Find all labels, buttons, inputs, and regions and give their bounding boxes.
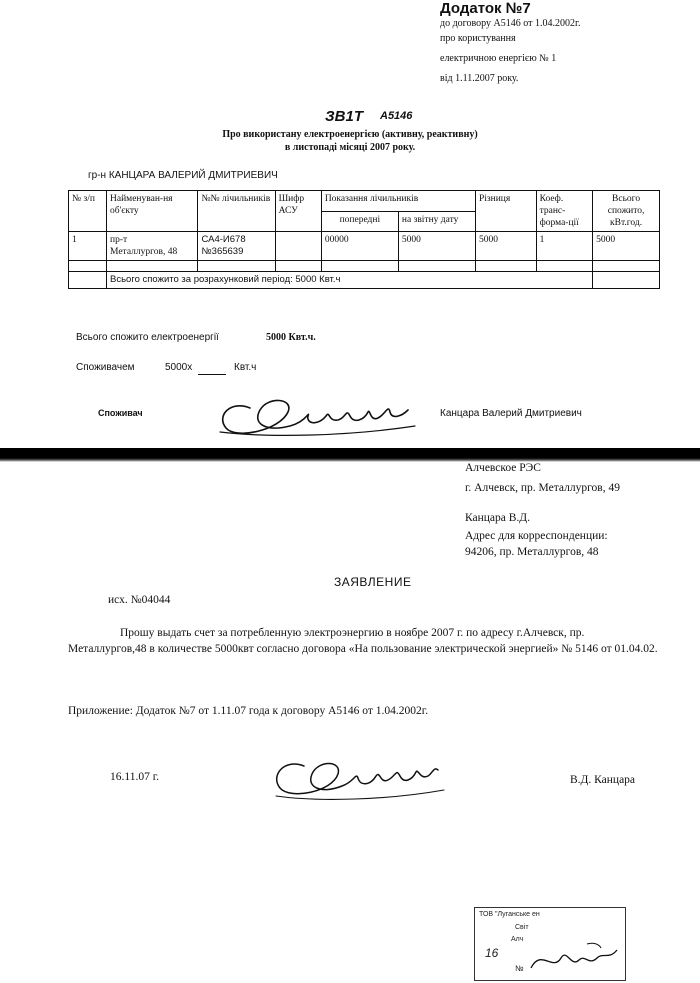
stamp-date-mark: 16 <box>485 946 499 960</box>
col-header-previous: попередні <box>321 211 398 232</box>
appendix-usage-line: про користування <box>440 33 516 44</box>
stamp-line1: ТОВ "Луганське ен <box>479 911 540 918</box>
cell-coef: 1 <box>536 232 593 261</box>
cell-object-line1: пр-т <box>110 235 128 245</box>
col-header-meter: №№ лічильників <box>198 191 275 232</box>
stamp-signature-icon <box>527 938 622 978</box>
consumed-by-unit: Квт.ч <box>234 362 257 373</box>
registration-stamp <box>474 907 626 981</box>
col-header-asu: Шифр АСУ <box>275 191 321 232</box>
col-header-total: Всього спожито, кВт.год. <box>593 191 660 232</box>
recipient-org: Алчевское РЭС <box>465 462 541 474</box>
outgoing-number: исх. №04044 <box>108 594 171 606</box>
cell-no: 1 <box>69 232 107 261</box>
recipient-address: г. Алчевск, пр. Металлургов, 49 <box>465 482 620 494</box>
application-attachment: Приложение: Додаток №7 от 1.11.07 года к договору А5146 от 1.04.2002г. <box>68 705 429 717</box>
table-total-row <box>69 272 660 289</box>
table-empty-row <box>69 261 660 272</box>
applicant-signature-icon <box>268 748 448 808</box>
cell-total: 5000 <box>593 232 660 261</box>
col-header-object: Найменуван-ня об'єкту <box>107 191 198 232</box>
cell-current: 5000 <box>398 232 475 261</box>
sender-address: 94206, пр. Металлургов, 48 <box>465 546 599 558</box>
sender-address-label: Адрес для корреспонденции: <box>465 530 608 542</box>
report-title-line1: Про використану електроенергією (активну, реактивну) <box>222 129 478 140</box>
col-header-current: на звітну дату <box>398 211 475 232</box>
col-header-coef: Коеф. транс-форма-ції <box>536 191 593 232</box>
application-date: 16.11.07 г. <box>110 771 159 783</box>
cell-meter <box>198 232 275 261</box>
stamp-line3: Алч <box>511 936 524 943</box>
consumed-by-value: 5000х <box>165 362 193 373</box>
appendix-energy-line: електричною енергією № 1 <box>440 53 557 64</box>
appendix-title: Додаток №7 <box>440 0 531 17</box>
consumed-blank-line <box>198 362 226 375</box>
report-code: ЗВ1Т <box>325 108 363 125</box>
cell-asu <box>275 232 321 261</box>
consumed-by-label: Споживачем <box>76 362 135 373</box>
cell-object-line2: Металлургов, 48 <box>110 247 178 257</box>
cell-previous: 00000 <box>321 232 398 261</box>
report-title <box>150 128 550 154</box>
cell-meter-line2: №365639 <box>201 246 244 257</box>
stamp-line2: Світ <box>515 924 529 931</box>
table-row <box>69 232 660 261</box>
cell-difference: 5000 <box>475 232 536 261</box>
total-energy-value: 5000 Квт.ч. <box>266 332 316 343</box>
period-total: Всього спожито за розрахунковий період: 5000 Квт.ч <box>107 272 593 289</box>
scan-separator-band <box>0 448 700 462</box>
consumer-full-name: Канцара Валерий Дмитриевич <box>440 408 582 419</box>
cell-meter-line1: СА4-И678 <box>201 234 246 245</box>
consumer-role-label: Споживач <box>98 408 143 418</box>
consumer-name-line: гр-н КАНЦАРА ВАЛЕРИЙ ДМИТРИЕВИЧ <box>88 170 278 181</box>
sender-name: Канцара В.Д. <box>465 512 531 524</box>
stamp-number-mark: № <box>515 964 524 973</box>
application-body: Прошу выдать счет за потребленную электроэнергию в ноябре 2007 г. по адресу г.Алчевск, пр. Металлургов,48 в количестве 5000квт согласно договора «На пользование электрической энергией» № 5146 от 01.04.02. <box>68 627 658 655</box>
meter-readings-table <box>68 190 660 289</box>
appendix-date-line: від 1.11.2007 року. <box>440 73 519 84</box>
appendix-contract-line: до договору А5146 от 1.04.2002г. <box>440 18 581 29</box>
report-code-number: А5146 <box>380 110 413 122</box>
cell-object <box>107 232 198 261</box>
total-energy-label: Всього спожито електроенергії <box>76 332 219 343</box>
col-header-no: № з/п <box>69 191 107 232</box>
application-title: ЗАЯВЛЕНИЕ <box>334 575 412 589</box>
col-header-readings: Показання лічильників <box>321 191 475 212</box>
col-header-difference: Різниця <box>475 191 536 232</box>
application-signer: В.Д. Канцара <box>570 774 636 786</box>
consumer-signature-icon <box>210 386 425 444</box>
report-title-line2: в листопаді місяці 2007 року. <box>284 142 416 153</box>
